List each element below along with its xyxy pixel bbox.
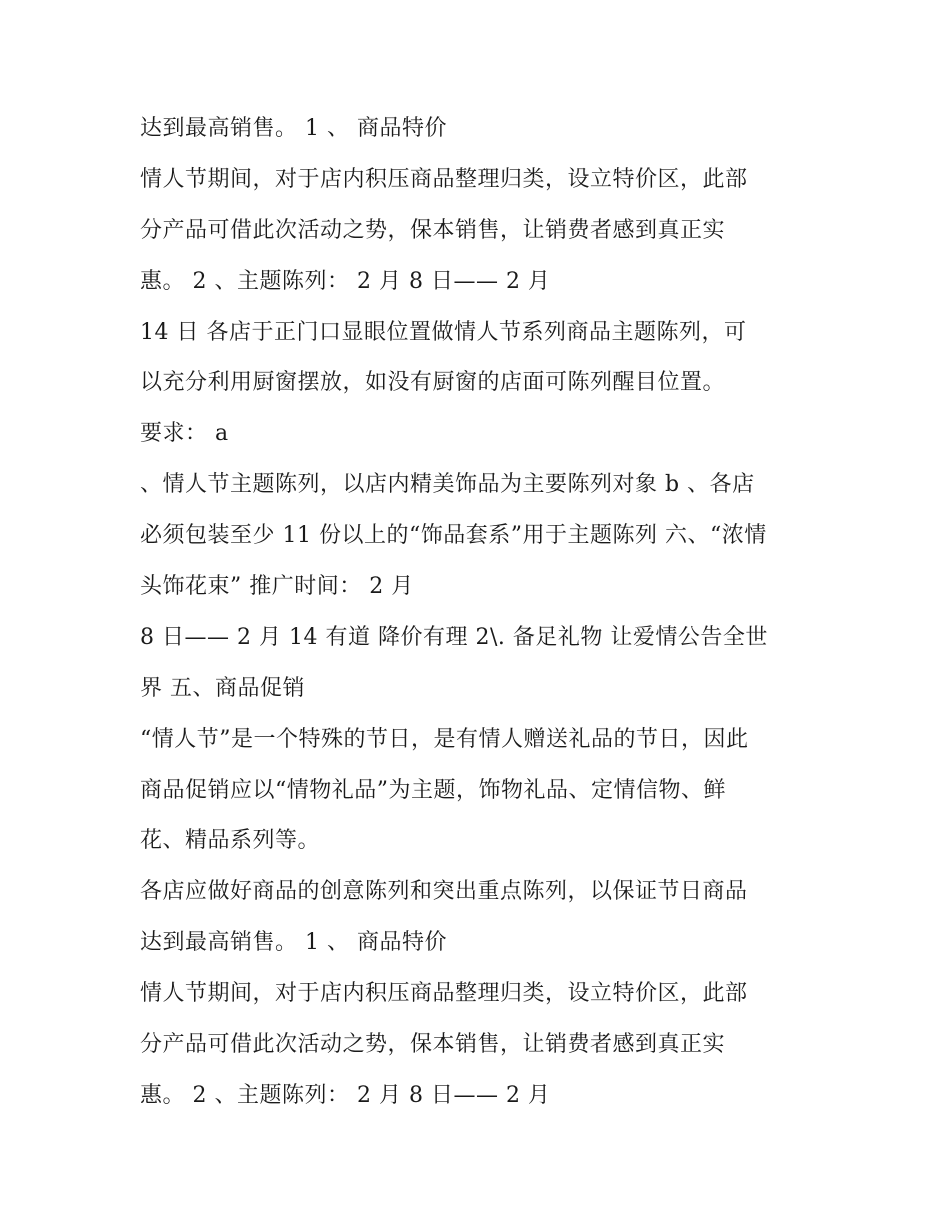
text-line: 情人节期间，对于店内积压商品整理归类，设立特价区，此部 <box>140 166 748 192</box>
text-line: 分产品可借此次活动之势，保本销售，让销费者感到真正实 <box>140 1032 726 1058</box>
text-line: 14 日 各店于正门口显眼位置做情人节系列商品主题陈列，可 <box>140 319 747 345</box>
text-line: 情人节期间，对于店内积压商品整理归类，设立特价区，此部 <box>140 981 748 1007</box>
text-line: 达到最高销售。 1 、 商品特价 <box>140 930 447 956</box>
text-line: 头饰花束” 推广时间： 2 月 <box>140 574 414 600</box>
text-line: 惠。 2 、主题陈列： 2 月 8 日—— 2 月 <box>140 268 551 294</box>
text-line: 8 日—— 2 月 14 有道 降价有理 2\. 备足礼物 让爱情公告全世 <box>140 624 768 650</box>
text-line: 花、精品系列等。 <box>140 828 321 854</box>
text-line: 惠。 2 、主题陈列： 2 月 8 日—— 2 月 <box>140 1082 551 1108</box>
text-line: 要求： a <box>140 421 229 447</box>
text-line: 以充分利用厨窗摆放，如没有厨窗的店面可陈列醒目位置。 <box>140 370 726 396</box>
text-line: “情人节”是一个特殊的节日，是有情人赠送礼品的节日，因此 <box>140 726 749 752</box>
text-line: 各店应做好商品的创意陈列和突出重点陈列，以保证节日商品 <box>140 879 748 905</box>
text-line: 必须包装至少 11 份以上的“饰品套系”用于主题陈列 六、“浓情 <box>140 523 767 549</box>
text-line: 达到最高销售。 1 、 商品特价 <box>140 116 447 141</box>
text-line: 分产品可借此次活动之势，保本销售，让销费者感到真正实 <box>140 217 726 243</box>
body-text <box>140 109 840 1127</box>
text-line: 界 五、商品促销 <box>140 675 305 701</box>
text-line: 商品促销应以“情物礼品”为主题，饰物礼品、定情信物、鲜 <box>140 777 726 803</box>
text-line: 、情人节主题陈列，以店内精美饰品为主要陈列对象 b 、各店 <box>140 472 755 498</box>
